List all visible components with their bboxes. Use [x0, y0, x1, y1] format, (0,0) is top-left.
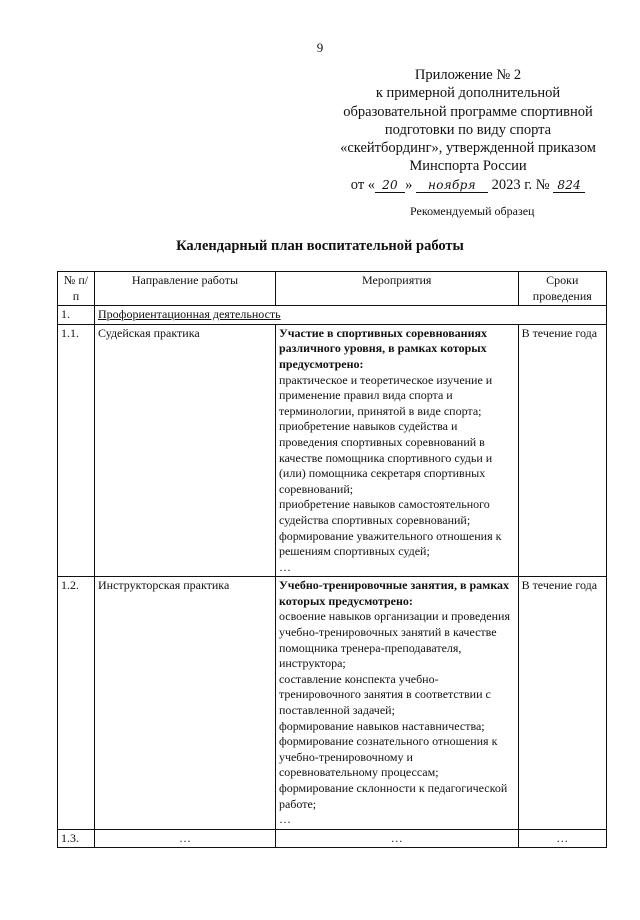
- row-num: 1.3.: [58, 829, 95, 848]
- order-day-handwritten: 20: [375, 179, 405, 193]
- document-title: Календарный план воспитательной работы: [176, 238, 464, 254]
- page-number: 9: [316, 40, 324, 55]
- row-term: В течение года: [518, 324, 606, 577]
- order-month-handwritten: ноября: [416, 179, 488, 193]
- row-direction: …: [95, 829, 276, 848]
- appendix-line: подготовки по виду спорта: [384, 121, 552, 138]
- table-header-row: [58, 272, 607, 306]
- table-row: [58, 829, 607, 848]
- order-number-handwritten: 824: [553, 179, 585, 193]
- section-title: Профориентационная деятельность: [95, 306, 607, 325]
- table-row: [58, 577, 607, 830]
- row-term: В течение года: [518, 577, 606, 830]
- section-row: [58, 306, 607, 325]
- section-num: 1.: [58, 306, 95, 325]
- appendix-line: Минспорта России: [409, 158, 527, 175]
- header-terms: Сроки проведения: [518, 272, 606, 306]
- sample-label: Рекомендуемый образец: [410, 204, 535, 218]
- event-item: практическое и теоретическое изучение и применение правил вида спорта и терминологии, принятой в виде спорта;: [278, 372, 493, 418]
- event-item: формирование сознательного отношения к учебно-тренировочному и соревновательному процессам;: [278, 734, 498, 780]
- event-item: приобретение навыков судейства и проведения спортивных соревнований в качестве помощника спортивного судьи и (или) помощника секретаря спортивных соревнований;: [278, 419, 493, 496]
- order-mid: »: [405, 176, 413, 193]
- event-item: …: [278, 812, 291, 827]
- appendix-line: образовательной программе спортивной: [343, 103, 593, 120]
- event-heading: Участие в спортивных соревнованиях различного уровня, в рамках которых предусмотрено:: [278, 325, 488, 371]
- order-prefix: от «: [350, 176, 376, 193]
- plan-table: [57, 271, 607, 848]
- appendix-line: к примерной дополнительной: [375, 85, 561, 102]
- appendix-line: Приложение № 2: [414, 67, 522, 83]
- table-row: [58, 324, 607, 577]
- row-direction: Судейская практика: [95, 324, 276, 577]
- event-item: освоение навыков организации и проведения учебно-тренировочных занятий в качестве помощника тренера-преподавателя, инструктора;: [278, 609, 510, 671]
- row-num: 1.1.: [58, 324, 95, 577]
- row-events: [275, 577, 518, 830]
- event-item: приобретение навыков самостоятельного судейства спортивных соревнований;: [278, 497, 490, 527]
- header-num: № п/п: [58, 272, 95, 306]
- appendix-block: [334, 66, 602, 194]
- order-line: [334, 176, 602, 194]
- row-term: …: [518, 829, 606, 848]
- event-item: составление конспекта учебно-тренировочного занятия в соответствии с поставленной задачей;: [278, 671, 491, 718]
- header-direction: Направление работы: [95, 272, 276, 306]
- row-direction: Инструкторская практика: [95, 577, 276, 830]
- header-events: Мероприятия: [275, 272, 518, 306]
- event-item: формирование склонности к педагогической работе;: [278, 781, 508, 811]
- event-item: формирование навыков наставничества;: [278, 718, 485, 733]
- row-events: …: [275, 829, 518, 848]
- row-num: 1.2.: [58, 577, 95, 830]
- event-item: формирование уважительного отношения к решениям спортивных судей;: [278, 528, 502, 559]
- row-events: [275, 324, 518, 577]
- appendix-line: «скейтбординг», утвержденной приказом: [340, 140, 596, 157]
- event-heading: Учебно-тренировочные занятия, в рамках которых предусмотрено:: [278, 578, 510, 608]
- order-year: 2023 г. №: [491, 176, 550, 193]
- event-item: …: [278, 559, 291, 574]
